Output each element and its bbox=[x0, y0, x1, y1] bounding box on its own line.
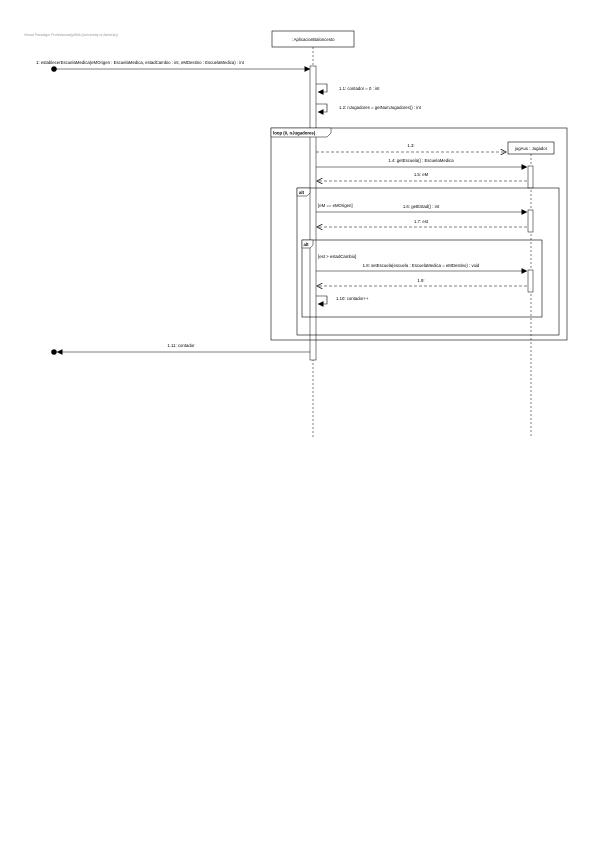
message-1-8-label: 1.8: setEscuela(escuela : EscuelaMedica = eMDestino) : void bbox=[362, 263, 480, 268]
activation-bar-jugador-1 bbox=[528, 166, 533, 188]
message-1-1-arrow[interactable] bbox=[316, 84, 327, 92]
alt-fragment-2-guard: [est > estadCambio] bbox=[318, 254, 357, 259]
lifeline-label-jugador: jugAux : Jugador bbox=[514, 146, 548, 151]
alt-fragment-1-label: alt bbox=[299, 190, 305, 195]
alt-fragment-2-label: alt bbox=[303, 242, 309, 247]
message-1-6-label: 1.6: getEstad() : int bbox=[402, 204, 440, 209]
message-1-label: 1: establecerEscuelaMedica(eMOrigen : EscuelaMedica, estadCambio : int, eMDestino : EscuelaMedica) : int bbox=[36, 60, 244, 65]
message-1-3-label: 1.3: bbox=[407, 143, 415, 148]
activation-bar-jugador-2 bbox=[528, 210, 533, 232]
message-1-1-label: 1.1: contador = 0 : int bbox=[339, 86, 380, 91]
message-1-7-label: 1.7: est bbox=[413, 219, 429, 224]
loop-fragment-label: loop (0, nJugadores) bbox=[273, 130, 316, 136]
activation-bar-main bbox=[310, 66, 316, 360]
lifeline-label-main: : AplicacionBaloncesto bbox=[291, 37, 335, 42]
message-1-10-arrow[interactable] bbox=[316, 296, 327, 304]
message-1-9-label: 1.9: bbox=[417, 278, 425, 283]
message-1-4-label: 1.4: getEscuela() : EscuelaMedica bbox=[388, 158, 454, 163]
watermark-text: Visual Paradigm Professional(pBML(University of Almeria)) bbox=[24, 33, 118, 37]
alt-fragment-1-guard: [eM == eMOrigen] bbox=[318, 203, 353, 208]
activation-bar-jugador-3 bbox=[528, 270, 533, 292]
message-1-11-label: 1.11: contador bbox=[167, 343, 195, 348]
message-1-10-label: 1.10: contador++ bbox=[336, 296, 369, 301]
message-1-2-label: 1.2: nJugadores = getNumJugadores() : int bbox=[339, 105, 421, 110]
message-1-2-arrow[interactable] bbox=[316, 104, 327, 112]
lost-message-end-dot bbox=[51, 349, 57, 355]
alt-fragment-1 bbox=[297, 188, 559, 335]
message-1-5-label: 1.5: eM bbox=[413, 172, 429, 177]
